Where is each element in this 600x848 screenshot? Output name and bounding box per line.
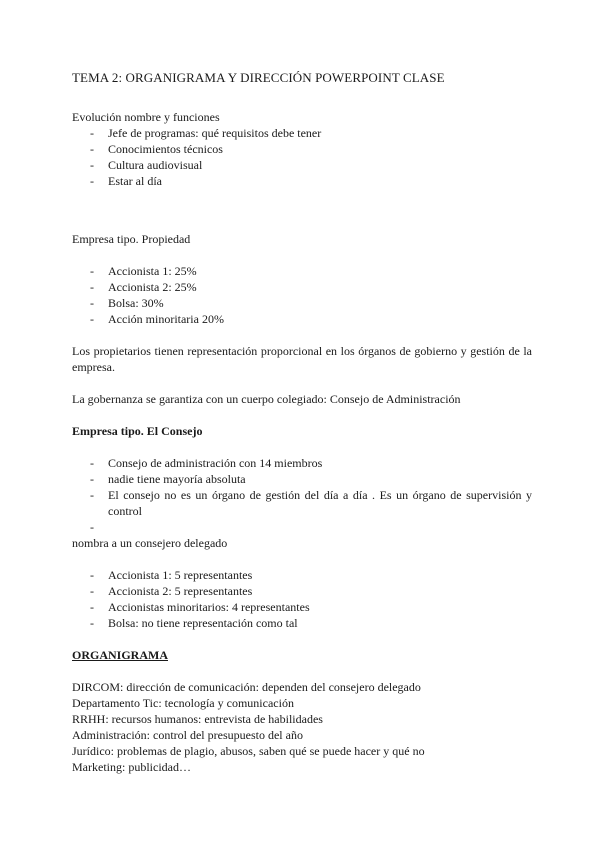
bullet-dash: - <box>90 456 94 470</box>
bullet-dash: - <box>90 488 94 502</box>
organigrama-line: Administración: control del presupuesto del año <box>72 728 303 742</box>
list-consejo <box>72 455 532 535</box>
bullet-dash: - <box>90 280 94 294</box>
bullet-dash: - <box>90 312 94 326</box>
bullet-dash: - <box>90 584 94 598</box>
list-item: - Accionistas minoritarios: 4 representantes <box>90 600 310 614</box>
list-item: - nadie tiene mayoría absoluta <box>90 472 246 486</box>
paragraph-gobernanza: La gobernanza se garantiza con un cuerpo colegiado: Consejo de Administración <box>72 392 461 406</box>
list-propiedad <box>72 263 532 327</box>
list-item: - Accionista 2: 25% <box>90 280 197 294</box>
list-item: - Estar al día <box>90 174 162 188</box>
list-item: - Accionista 1: 5 representantes <box>90 568 253 582</box>
document-page <box>72 70 532 775</box>
organigrama-line: Marketing: publicidad… <box>72 760 191 774</box>
bullet-dash: - <box>90 142 94 156</box>
bullet-dash: - <box>90 472 94 486</box>
section-heading-propiedad: Empresa tipo. Propiedad <box>72 232 191 246</box>
list-item: - Accionista 2: 5 representantes <box>90 584 253 598</box>
bullet-dash: - <box>90 568 94 582</box>
list-item: - Acción minoritaria 20% <box>90 312 224 326</box>
list-item: - Cultura audiovisual <box>90 158 203 172</box>
section-heading-consejo: Empresa tipo. El Consejo <box>72 424 203 438</box>
note-consejero-delegado: nombra a un consejero delegado <box>72 536 228 550</box>
list-evolucion <box>72 125 532 189</box>
bullet-dash: - <box>90 264 94 278</box>
organigrama-line: RRHH: recursos humanos: entrevista de habilidades <box>72 712 323 726</box>
section-heading-evolucion: Evolución nombre y funciones <box>72 110 220 124</box>
bullet-dash: - <box>90 520 94 534</box>
bullet-dash: - <box>90 296 94 310</box>
organigrama-line: Jurídico: problemas de plagio, abusos, saben qué se puede hacer y qué no <box>72 744 425 758</box>
organigrama-line: DIRCOM: dirección de comunicación: dependen del consejero delegado <box>72 680 421 694</box>
bullet-dash: - <box>90 616 94 630</box>
list-item: - Bolsa: 30% <box>90 296 164 310</box>
document-title: TEMA 2: ORGANIGRAMA Y DIRECCIÓN POWERPOINT CLASE <box>72 70 445 85</box>
organigrama-line: Departamento Tic: tecnología y comunicación <box>72 696 294 710</box>
list-item: - Consejo de administración con 14 miembros <box>90 456 323 470</box>
bullet-dash: - <box>90 600 94 614</box>
paragraph-propietarios: Los propietarios tienen representación proporcional en los órganos de gobierno y gestión de la empresa. <box>72 344 532 374</box>
bullet-dash: - <box>90 126 94 140</box>
section-heading-organigrama: ORGANIGRAMA <box>72 648 168 662</box>
list-item: - El consejo no es un órgano de gestión del día a día . Es un órgano de supervisión y control <box>90 488 532 518</box>
bullet-dash: - <box>90 158 94 172</box>
list-item: - Jefe de programas: qué requisitos debe tener <box>90 126 322 140</box>
list-item: - Bolsa: no tiene representación como tal <box>90 616 298 630</box>
bullet-dash: - <box>90 174 94 188</box>
list-item-empty <box>72 519 532 535</box>
list-item: - Conocimientos técnicos <box>90 142 223 156</box>
list-representantes <box>72 567 532 631</box>
list-item: - Accionista 1: 25% <box>90 264 197 278</box>
